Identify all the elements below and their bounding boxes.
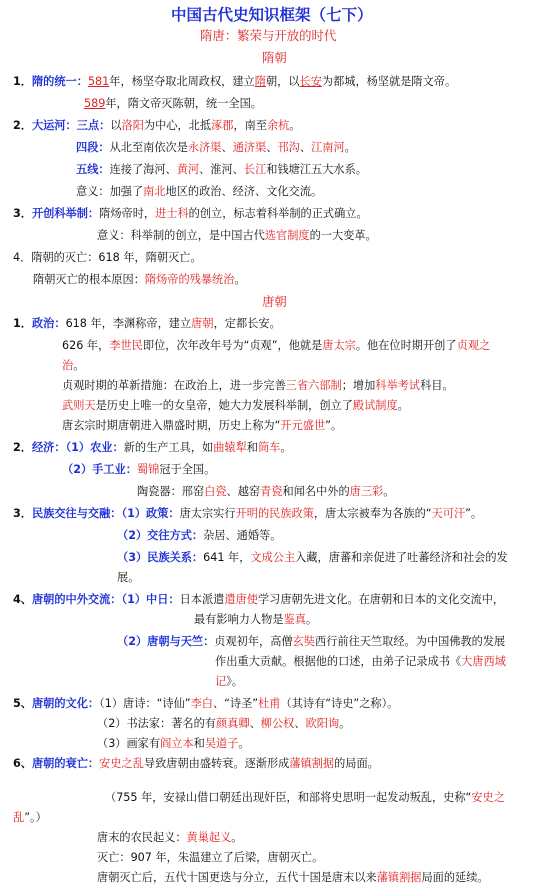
zhenguan-reforms: 贞观时期的革新措施：在政治上，进一步完善三省六部制；增加科举考试科目。	[62, 379, 454, 392]
item-label: 隋的统一：	[31, 75, 88, 88]
tang-fall-line: 灭亡：907 年，朱温建立了后梁，唐朝灭亡。	[97, 851, 324, 864]
grand-canal-five-lines: 五线：连接了海河、黄河、淮河、长江和钱塘江五大水系。	[76, 163, 367, 176]
sui-unification-line: 1．隋的统一：581年，杨坚夺取北周政权，建立隋朝，以长安为都城，杨坚就是隋文帝。	[13, 75, 457, 88]
sui-fall-cause: 隋朝灭亡的根本原因：隋炀帝的残暴统治。	[33, 273, 246, 286]
tang-culture-painting: （3）画家有阎立本和吴道子。	[97, 737, 250, 750]
foreign-exchange-japan: 4、唐朝的中外交流：（1）中日：日本派遣遣唐使学习唐朝先进文化。在唐朝和日本的文化交流中，	[13, 593, 505, 606]
tang-politics-line-2: 626 年，李世民即位，次年改年号为“贞观”，他就是唐太宗。他在位时期开创了贞观之	[62, 339, 491, 352]
ethnic-relations-line: （3）民族关系：641 年，文成公主入藏，唐蕃和亲促进了吐蕃经济和社会的发	[117, 551, 508, 564]
page-title: 中国古代史知识框架（七下）	[171, 6, 373, 24]
section-heading-sui: 隋朝	[262, 50, 287, 65]
handicraft-line: （2）手工业：蜀锦冠于全国。	[62, 463, 216, 476]
tang-politics-line: 1．政治：618 年，李渊称帝，建立唐朝，定都长安。	[13, 317, 281, 330]
peasant-uprising-line: 唐末的农民起义：黄巢起义。	[97, 831, 243, 844]
imperial-exam-significance: 意义：科举制的创立，是中国古代选官制度的一大变革。	[97, 229, 377, 242]
tang-culture-poetry: 5、唐朝的文化：（1）唐诗：“诗仙”李白、“诗圣”杜甫（其诗有“诗史”之称）。	[13, 697, 399, 710]
foreign-exchange-india-3: 记》。	[215, 675, 243, 688]
an-shi-note: （755 年，安禄山借口朝廷出现奸臣，和部将史思明一起发动叛乱，史称“安史之	[105, 791, 505, 804]
foreign-exchange-japan-2: 最有影响力人物是鉴真。	[194, 613, 318, 626]
tang-politics-line-3: 治。	[62, 359, 85, 372]
an-shi-note-2: 乱”。）	[13, 811, 47, 824]
ceramics-line: 陶瓷器：邢窑白瓷、越窑青瓷和闻名中外的唐三彩。	[137, 485, 395, 498]
grand-canal-three-points: 2．大运河：三点：以洛阳为中心，北抵涿郡，南至余杭。	[13, 119, 301, 132]
ethnic-relations-line-2: 展。	[117, 571, 140, 584]
foreign-exchange-india-2: 作出重大贡献。根据他的口述，由弟子记录成书《大唐西域	[215, 655, 506, 668]
wu-zetian-line: 武则天是历史上唯一的女皇帝，她大力发展科举制，创立了殿试制度。	[62, 399, 409, 412]
tang-culture-calligraphy: （2）书法家：著名的有颜真卿、柳公权、欧阳询。	[97, 717, 351, 730]
tang-decline-line: 6、唐朝的衰亡：安史之乱导致唐朝由盛转衰。逐渐形成藩镇割据的局面。	[13, 757, 379, 770]
kaiyuan-line: 唐玄宗时期唐朝进入鼎盛时期，历史上称为“开元盛世”。	[62, 419, 343, 432]
section-heading-tang: 唐朝	[262, 294, 287, 309]
imperial-exam-line: 3．开创科举制：隋炀帝时，进士科的创立，标志着科举制的正式确立。	[13, 207, 368, 220]
foreign-exchange-india: （2）唐朝与天竺：贞观初年，高僧玄奘西行前往天竺取经。为中国佛教的发展	[117, 635, 506, 648]
grand-canal-significance: 意义：加强了南北地区的政治、经济、文化交流。	[76, 185, 323, 198]
tang-economy-line: 2．经济：（1）农业：新的生产工具，如曲辕犁和筒车。	[13, 441, 292, 454]
page-subtitle: 隋唐：繁荣与开放的时代	[200, 28, 337, 43]
sui-unification-line-2: 589年，隋文帝灭陈朝，统一全国。	[84, 97, 262, 110]
sui-fall-line: 4．隋朝的灭亡：618 年，隋朝灭亡。	[13, 251, 202, 264]
ethnic-policy-line: 3．民族交往与交融：（1）政策：唐太宗实行开明的民族政策，唐太宗被奉为各族的“天可汗”。	[13, 507, 483, 520]
ethnic-exchange-line: （2）交往方式：杂居、通婚等。	[117, 529, 282, 542]
five-dynasties-line: 唐朝灭亡后，五代十国更迭与分立，五代十国是唐末以来藩镇割据局面的延续。	[97, 871, 489, 884]
grand-canal-four-sections: 四段：从北至南依次是永济渠、通济渠、邗沟、江南河。	[76, 141, 356, 154]
